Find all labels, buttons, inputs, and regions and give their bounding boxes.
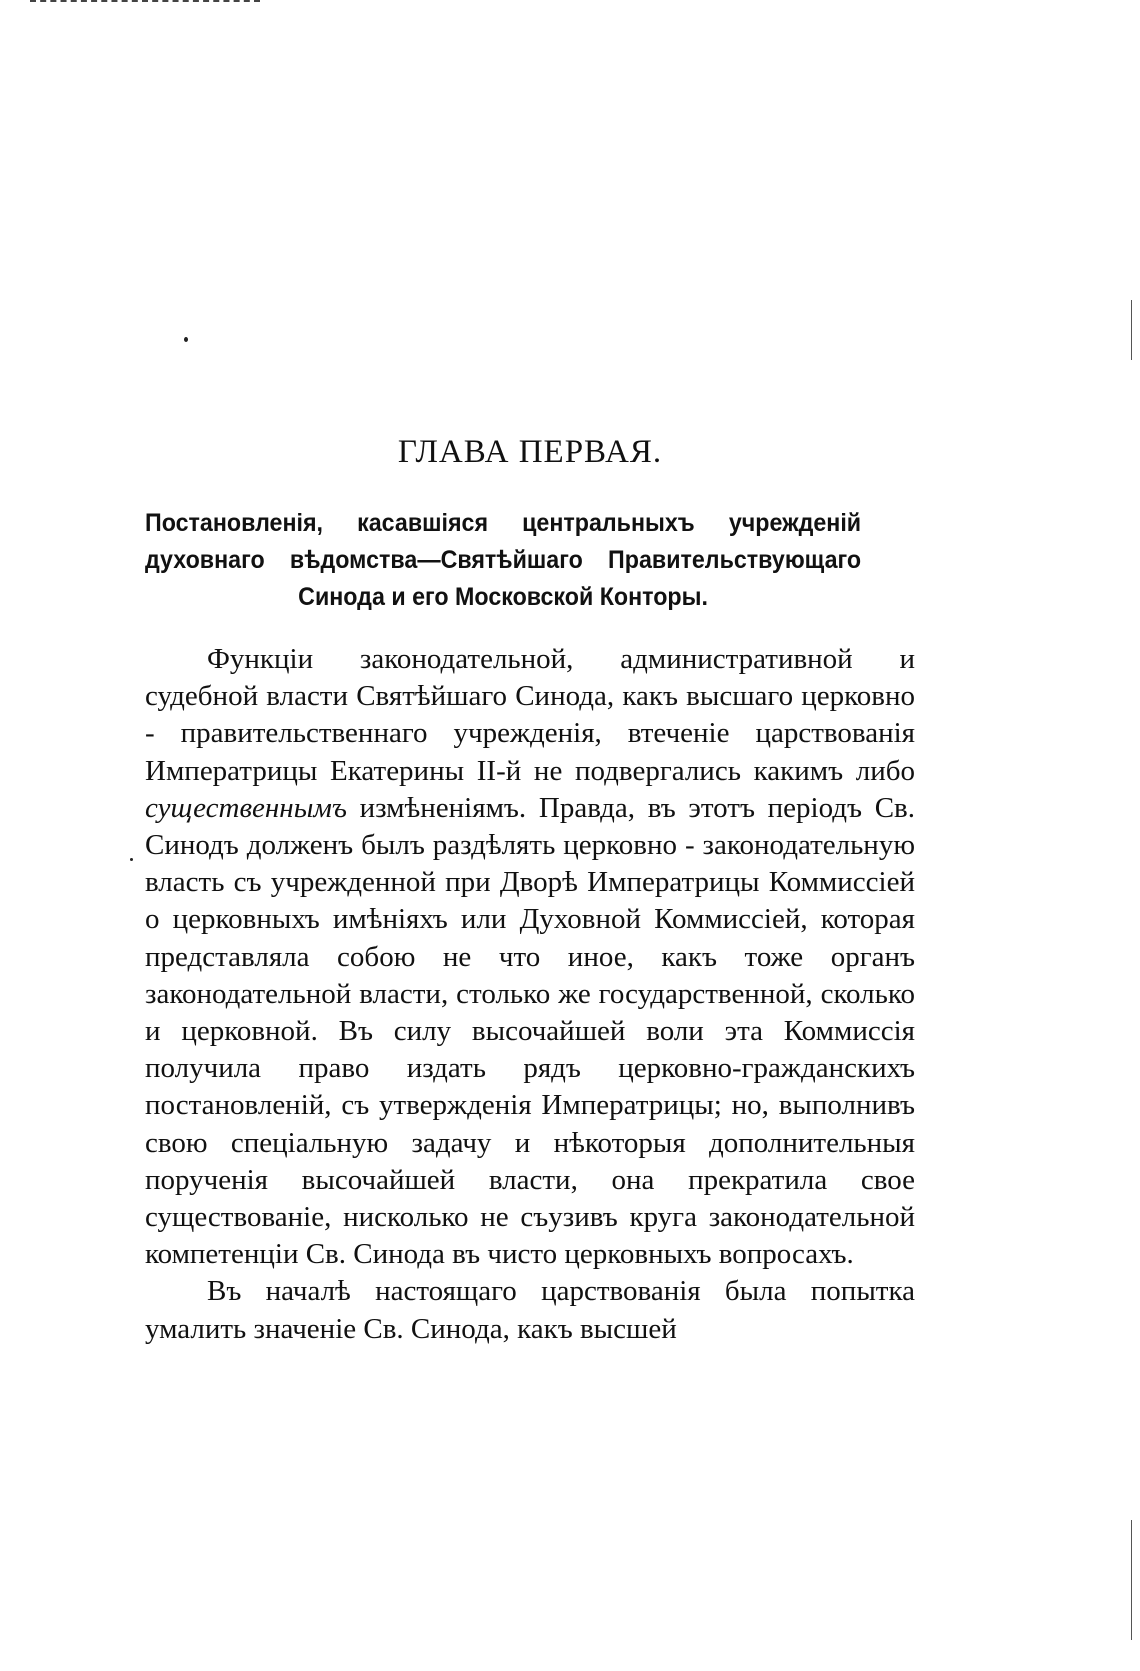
paragraph — [145, 641, 915, 1273]
paragraph — [145, 1273, 915, 1347]
scan-speck — [184, 337, 188, 342]
body-text — [145, 641, 915, 1348]
scan-speck — [130, 858, 133, 861]
chapter-title: ГЛАВА ПЕРВАЯ. — [397, 434, 663, 471]
paragraph-text: измѣненіямъ. Правда, въ этотъ періодъ Св. Синодъ долженъ былъ раздѣлять церковно - законодательную власть съ учрежденной при Дворѣ Императрицы Коммиссіей о церковныхъ имѣніяхъ или Духовной Коммиссіей, которая представляла собою не что иное, какъ тоже органъ законодательной власти, столько же государственной, сколько и церковной. Въ силу высочайшей воли эта Коммиссія получила право издать рядъ церковно-гражданскихъ постановленій, съ утвержденія Императрицы; но, выполнивъ свою спеціальную задачу и нѣкоторыя дополнительныя порученія высочайшей власти, она прекратила свое существованіе, нисколько не съузивъ круга законодательной компетенціи Св. Синода въ чисто церковныхъ вопросахъ. — [145, 791, 915, 1271]
paragraph-text: Въ началѣ настоящаго царствованія была попытка умалить значеніе Св. Синода, какъ высшей — [145, 1275, 915, 1345]
paragraph-text: Функціи законодательной, административной и судебной власти Святѣйшаго Синода, какъ высшаго церковно - правительственнаго учрежденія, втеченіе царствованія Императрицы Екатерины II-й не подвергались какимъ либо — [145, 643, 915, 787]
scan-edge-mark — [30, 0, 260, 5]
chapter-subtitle: Постановленія, касавшіяся центральныхъ учрежденій духовнаго вѣдомства—Святѣйшаго Правительствующаго Синода и его Московской Конторы. — [145, 509, 862, 611]
emphasized-word: существеннымъ — [145, 791, 347, 824]
scan-edge-line — [1131, 1520, 1132, 1640]
scan-edge-line — [1131, 300, 1132, 360]
